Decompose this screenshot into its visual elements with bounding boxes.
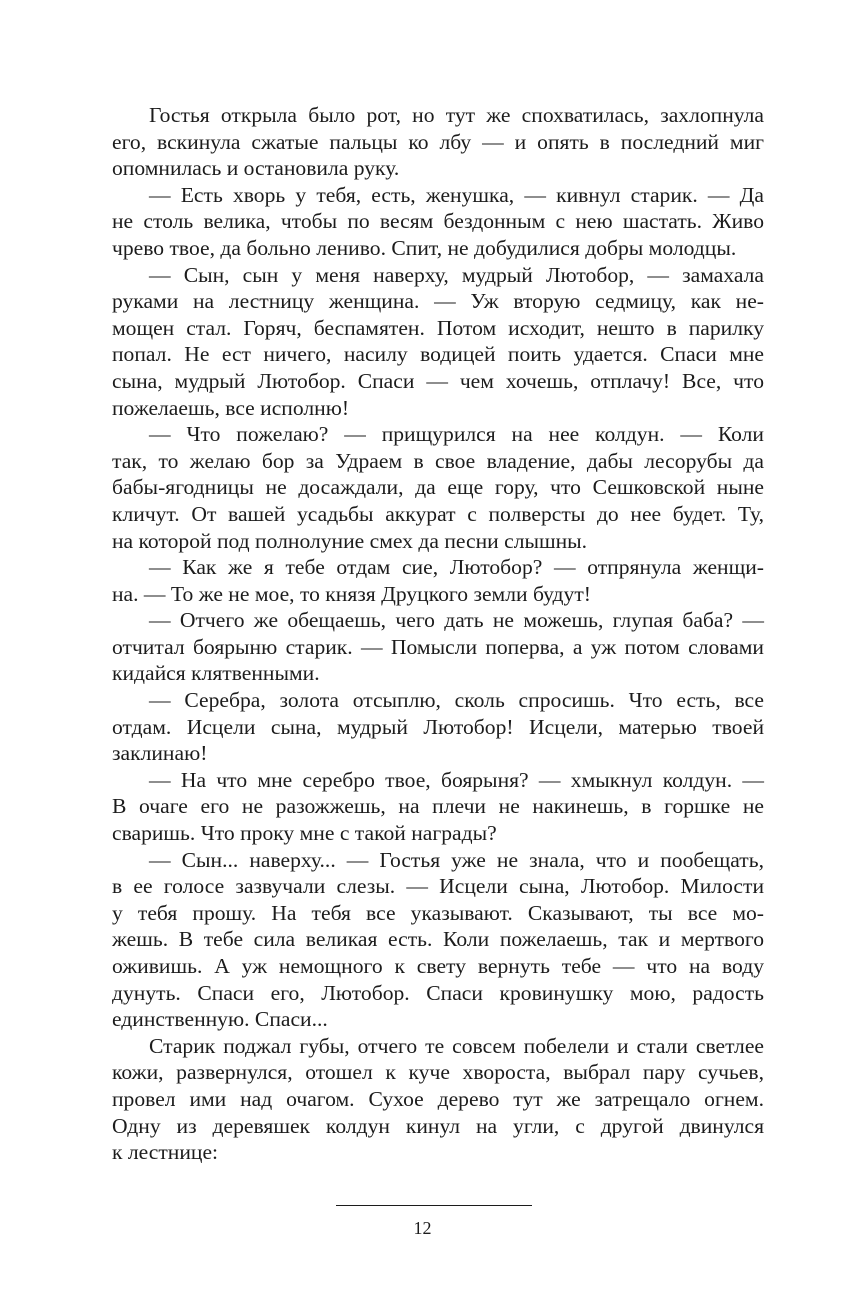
text-line: у тебя прошу. На тебя все указывают. Сказывают, ты все мо- bbox=[112, 900, 764, 925]
text-line: единственную. Спаси... bbox=[112, 1007, 328, 1032]
text-line: в ее голосе зазвучали слезы. — Исцели сына, Лютобор. Милости bbox=[112, 874, 764, 899]
text-line: не столь велика, чтобы по весям бездонным с нею шастать. Живо bbox=[112, 209, 764, 234]
text-line: руками на лестницу женщина. — Уж вторую седмицу, как не- bbox=[112, 289, 764, 314]
text-line: на. — То же не мое, то князя Друцкого земли будут! bbox=[112, 581, 591, 606]
text-line: В очаге его не разожжешь, на плечи не накинешь, в горшке не bbox=[112, 794, 764, 819]
text-line: — Отчего же обещаешь, чего дать не можешь, глупая баба? — bbox=[149, 608, 764, 633]
text-line: — Сын... наверху... — Гостья уже не знала, что и пообещать, bbox=[149, 847, 764, 872]
text-line: — Как же я тебе отдам сие, Лютобор? — отпрянула женщи- bbox=[149, 555, 764, 580]
text-line: жешь. В тебе сила великая есть. Коли пожелаешь, так и мертвого bbox=[112, 927, 764, 952]
text-line: кожи, развернулся, отошел к куче хвороста, выбрал пару сучьев, bbox=[112, 1060, 764, 1085]
text-line: отдам. Исцели сына, мудрый Лютобор! Исцели, матерью твоей bbox=[112, 714, 764, 739]
text-line: пожелаешь, все исполню! bbox=[112, 395, 350, 420]
text-line: так, то желаю бор за Удраем в свое владение, дабы лесорубы да bbox=[112, 448, 764, 473]
text-line: оживишь. А уж немощного к свету вернуть тебе — что на воду bbox=[112, 954, 764, 978]
text-line: отчитал боярыню старик. — Помысли поперва, а уж потом словами bbox=[112, 634, 764, 659]
text-line: Гостья открыла было рот, но тут же спохватилась, захлопнула bbox=[149, 103, 764, 127]
text-line: сына, мудрый Лютобор. Спаси — чем хочешь, отплачу! Все, что bbox=[112, 368, 764, 393]
text-line: Старик поджал губы, отчего те совсем побелели и стали светлее bbox=[149, 1033, 764, 1058]
text-line: бабы-ягодницы не досаждали, да еще гору, что Сешковской ныне bbox=[112, 475, 764, 500]
text-line: сваришь. Что проку мне с такой награды? bbox=[112, 821, 497, 846]
text-line: кличут. От вашей усадьбы аккурат с полверсты до нее будет. Ту, bbox=[112, 501, 764, 526]
text-line: провел ими над очагом. Сухое дерево тут же затрещало огнем. bbox=[112, 1086, 764, 1111]
body-text bbox=[112, 102, 764, 1166]
text-line: — Сын, сын у меня наверху, мудрый Лютобор, — замахала bbox=[149, 262, 764, 287]
text-line: — Есть хворь у тебя, есть, женушка, — кивнул старик. — Да bbox=[149, 182, 764, 207]
text-line: — Серебра, золота отсыплю, сколь спросишь. Что есть, все bbox=[149, 688, 764, 713]
text-line: попал. Не ест ничего, насилу водицей поить удается. Спаси мне bbox=[112, 342, 764, 367]
text-line: заклинаю! bbox=[112, 741, 208, 766]
text-line: чрево твое, да больно лениво. Спит, не добудилися добры молодцы. bbox=[112, 235, 737, 260]
text-line: его, вскинула сжатые пальцы ко лбу — и опять в последний миг bbox=[112, 129, 764, 154]
text-line: — Что пожелаю? — прищурился на нее колдун. — Коли bbox=[149, 422, 764, 447]
footer-rule bbox=[336, 1205, 532, 1206]
text-line: кидайся клятвенными. bbox=[112, 661, 320, 686]
text-line: дунуть. Спаси его, Лютобор. Спаси кровинушку мою, радость bbox=[112, 980, 764, 1005]
text-line: на которой под полнолуние смех да песни слышны. bbox=[112, 528, 588, 553]
page-number: 12 bbox=[413, 1218, 432, 1238]
text-line: опомнилась и остановила руку. bbox=[112, 156, 400, 181]
text-line: — На что мне серебро твое, боярыня? — хмыкнул колдун. — bbox=[149, 767, 764, 792]
text-line: к лестнице: bbox=[112, 1140, 219, 1165]
text-line: Одну из деревяшек колдун кинул на угли, с другой двинулся bbox=[112, 1113, 764, 1138]
text-line: мощен стал. Горяч, беспамятен. Потом исходит, нешто в парилку bbox=[112, 315, 764, 340]
